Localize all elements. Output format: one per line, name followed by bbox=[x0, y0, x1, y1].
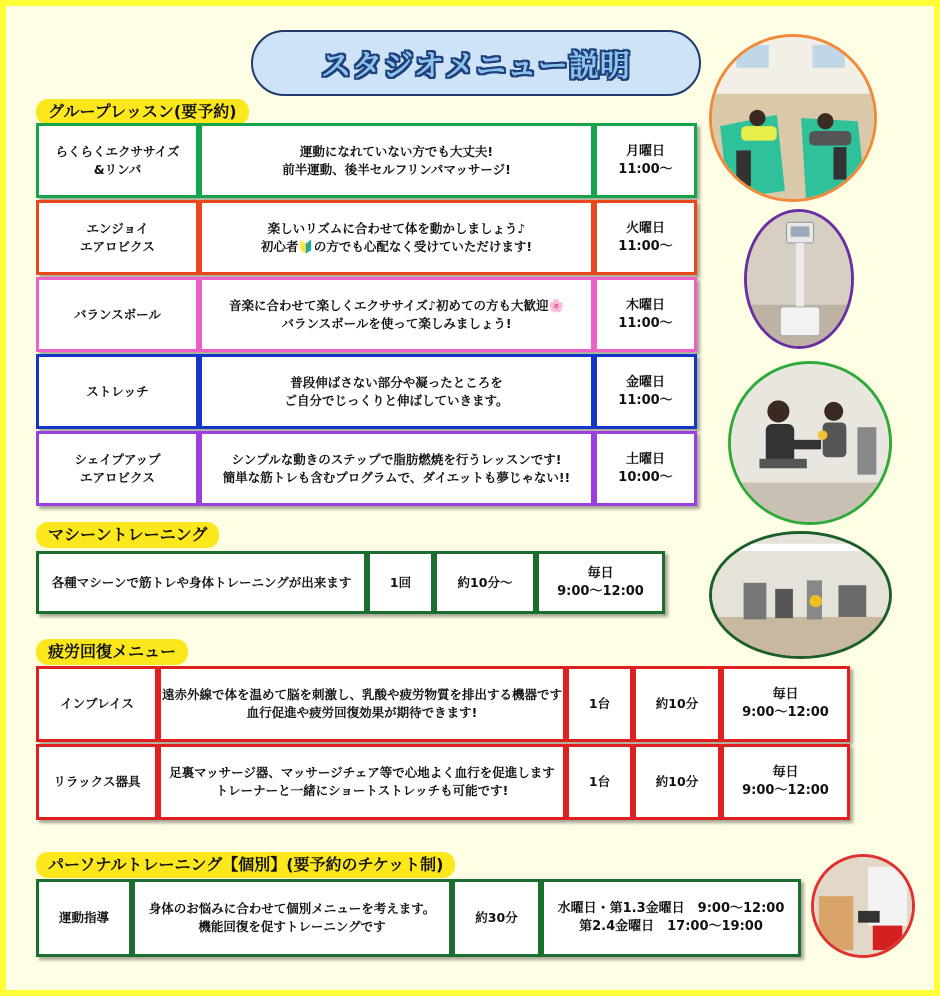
recovery-schedule bbox=[721, 744, 850, 820]
personal-name-text: 運動指導 bbox=[58, 910, 109, 925]
lesson-schedule bbox=[594, 277, 697, 352]
lesson-name bbox=[36, 431, 199, 506]
personal-schedule-text: 水曜日・第1.3金曜日 9:00〜12:00 第2.4金曜日 17:00〜19:00 bbox=[557, 901, 785, 934]
recovery-schedule-text: 毎日 9:00〜12:00 bbox=[742, 687, 829, 720]
lesson-schedule bbox=[594, 354, 697, 429]
personal-description bbox=[132, 879, 452, 957]
recovery-description bbox=[158, 744, 566, 820]
recovery-description bbox=[158, 666, 566, 742]
recovery-schedule bbox=[721, 666, 850, 742]
lesson-description bbox=[199, 277, 594, 352]
chair-exercise-photo bbox=[728, 361, 892, 525]
section-label-group-lesson: グループレッスン(要予約) bbox=[36, 99, 249, 125]
recovery-units bbox=[566, 666, 633, 742]
recovery-duration-text: 約10分 bbox=[655, 696, 699, 711]
lesson-name bbox=[36, 200, 199, 275]
lesson-schedule-text: 木曜日 11:00〜 bbox=[618, 297, 673, 331]
recovery-units-text: 1台 bbox=[588, 774, 611, 789]
machine-gym-photo bbox=[709, 531, 892, 659]
lesson-description bbox=[199, 354, 594, 429]
lesson-name-text: エンジョイ エアロビクス bbox=[80, 220, 155, 254]
recovery-name bbox=[36, 666, 158, 742]
lesson-description-text: 運動になれていない方でも大丈夫! 前半運動、後半セルフリンパマッサージ! bbox=[282, 143, 511, 177]
personal-training-photo bbox=[811, 854, 915, 958]
personal-duration-text: 約30分 bbox=[475, 910, 518, 925]
recovery-description-text: 足裏マッサージ器、マッサージチェア等で心地よく血行を促進します トレーナーと一緒にショートストレッチも可能です! bbox=[169, 765, 555, 798]
lesson-name bbox=[36, 123, 199, 198]
machine-schedule-text: 毎日 9:00〜12:00 bbox=[557, 565, 644, 599]
lesson-schedule bbox=[594, 431, 697, 506]
lesson-name-text: らくらくエクササイズ &リンパ bbox=[55, 143, 180, 177]
section-label-personal: パーソナルトレーニング【個別】(要予約のチケット制) bbox=[36, 852, 455, 878]
lesson-schedule-text: 火曜日 11:00〜 bbox=[618, 220, 673, 254]
machine-duration-text: 約10分〜 bbox=[457, 574, 513, 590]
machine-units bbox=[367, 551, 434, 614]
lesson-description-text: 普段伸ばさない部分や凝ったところを ご自分でじっくりと伸ばしていきます。 bbox=[284, 374, 509, 408]
recovery-duration bbox=[633, 744, 721, 820]
section-label-machine: マシーントレーニング bbox=[36, 522, 219, 548]
recovery-description-text: 遠赤外線で体を温めて脳を刺激し、乳酸や疲労物質を排出する機器です 血行促進や疲労回復効果が期待できます! bbox=[161, 687, 562, 720]
studio-menu-page bbox=[6, 6, 934, 990]
lesson-schedule-text: 月曜日 11:00〜 bbox=[618, 143, 673, 177]
personal-description-text: 身体のお悩みに合わせて個別メニューを考えます。 機能回復を促すトレーニングです bbox=[148, 901, 436, 934]
recovery-duration-text: 約10分 bbox=[655, 774, 699, 789]
machine-description-text: 各種マシーンで筋トレや身体トレーニングが出来ます bbox=[51, 574, 352, 590]
lesson-description bbox=[199, 123, 594, 198]
machine-schedule bbox=[536, 551, 665, 614]
recovery-duration bbox=[633, 666, 721, 742]
lesson-schedule bbox=[594, 123, 697, 198]
personal-duration bbox=[452, 879, 541, 957]
lesson-name-text: バランスボール bbox=[74, 306, 161, 322]
lesson-name-text: シェイプアップ エアロビクス bbox=[74, 451, 161, 485]
lesson-description-text: 音楽に合わせて楽しくエクササイズ♪初めての方も大歓迎🌸 バランスボールを使って楽しみましょう! bbox=[228, 297, 565, 331]
lesson-description-text: 楽しいリズムに合わせて体を動かしましょう♪ 初心者🔰の方でも心配なく受けていただけます! bbox=[260, 220, 533, 254]
recovery-name-text: リラックス器具 bbox=[53, 774, 141, 789]
body-composition-scale-photo bbox=[744, 209, 854, 349]
personal-name bbox=[36, 879, 132, 957]
recovery-name-text: インブレイス bbox=[60, 696, 134, 711]
machine-duration bbox=[434, 551, 536, 614]
page-title: スタジオメニュー説明 bbox=[251, 30, 701, 96]
machine-description bbox=[36, 551, 367, 614]
lesson-name-text: ストレッチ bbox=[86, 383, 149, 399]
lesson-description bbox=[199, 200, 594, 275]
lesson-schedule-text: 土曜日 10:00〜 bbox=[618, 451, 673, 485]
yoga-class-photo bbox=[709, 34, 877, 202]
lesson-schedule bbox=[594, 200, 697, 275]
lesson-description-text: シンプルな動きのステップで脂肪燃焼を行うレッスンです! 簡単な筋トレも含むプログラムで、ダイエットも夢じゃない!! bbox=[222, 451, 571, 485]
lesson-description bbox=[199, 431, 594, 506]
recovery-units-text: 1台 bbox=[588, 696, 611, 711]
recovery-units bbox=[566, 744, 633, 820]
lesson-schedule-text: 金曜日 11:00〜 bbox=[618, 374, 673, 408]
lesson-name bbox=[36, 354, 199, 429]
machine-units-text: 1回 bbox=[389, 574, 412, 590]
lesson-name bbox=[36, 277, 199, 352]
recovery-schedule-text: 毎日 9:00〜12:00 bbox=[742, 765, 829, 798]
section-label-recovery: 疲労回復メニュー bbox=[36, 639, 188, 665]
personal-schedule bbox=[541, 879, 801, 957]
recovery-name bbox=[36, 744, 158, 820]
